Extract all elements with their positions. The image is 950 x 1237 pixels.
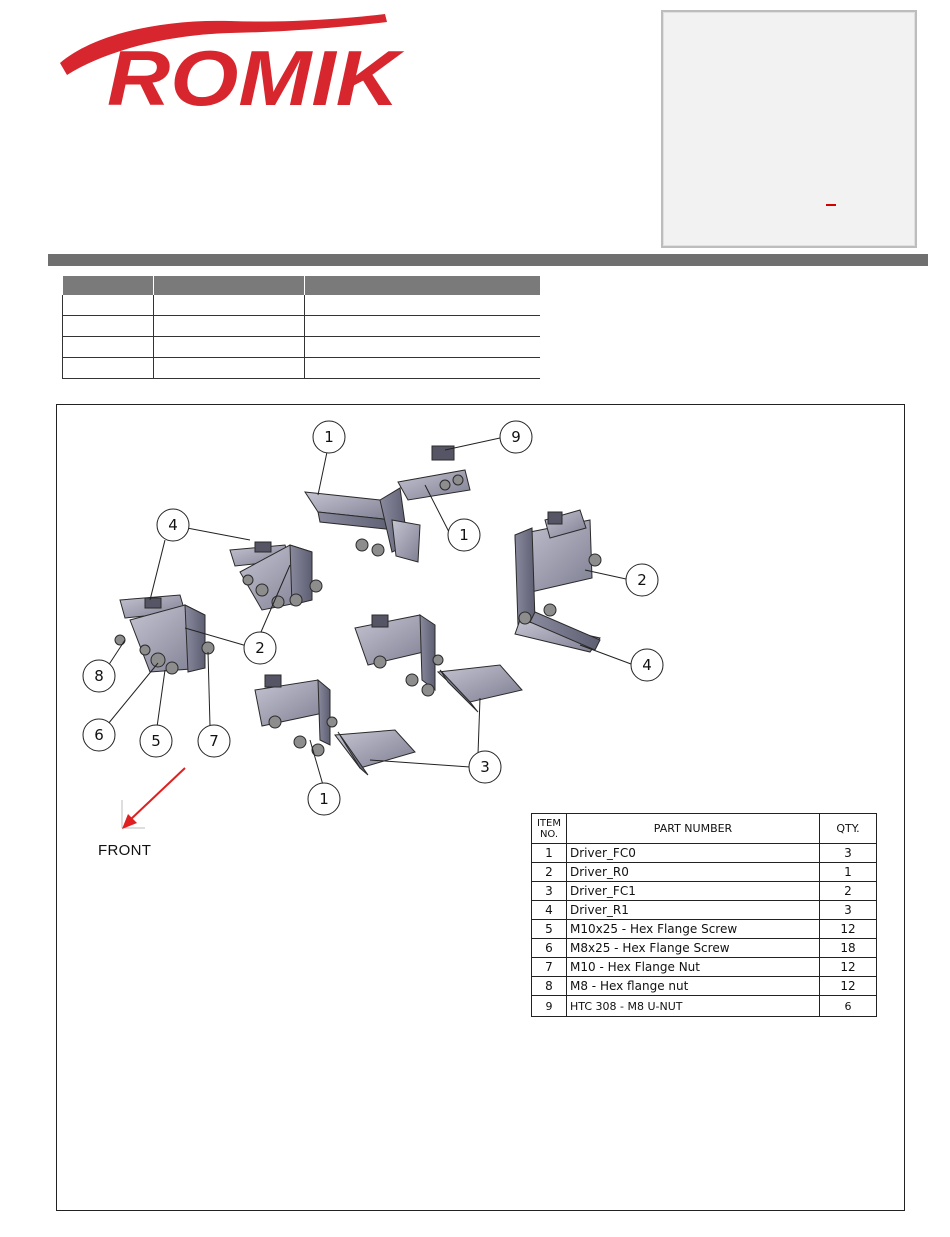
bom-header-part: PART NUMBER (567, 814, 820, 844)
bom-item-no: 7 (532, 958, 567, 977)
bom-row (532, 901, 877, 920)
bom-qty: 2 (820, 882, 877, 901)
bom-item-no: 5 (532, 920, 567, 939)
logo-wordmark: ROMIK (107, 34, 406, 115)
bom-part-number: Driver_FC0 (567, 844, 820, 863)
balloon-item-5 (140, 725, 172, 757)
svg-text:1: 1 (459, 526, 469, 544)
part-driver-fc1-middle (355, 615, 522, 712)
bom-part-number: M8x25 - Hex Flange Screw (567, 939, 820, 958)
bom-item-no: 9 (532, 996, 567, 1017)
bom-row (532, 939, 877, 958)
bom-item-no: 3 (532, 882, 567, 901)
balloon-item-6 (83, 719, 115, 751)
bom-row (532, 920, 877, 939)
bom-header-qty: QTY. (820, 814, 877, 844)
bom-part-number: M10x25 - Hex Flange Screw (567, 920, 820, 939)
svg-text:5: 5 (151, 732, 161, 750)
bom-qty: 3 (820, 844, 877, 863)
part-driver-fc0-lower (255, 675, 415, 775)
bill-of-materials-table (531, 813, 877, 1017)
svg-text:6: 6 (94, 726, 104, 744)
bom-part-number: M8 - Hex flange nut (567, 977, 820, 996)
bom-qty: 3 (820, 901, 877, 920)
bom-item-no: 4 (532, 901, 567, 920)
bom-header-row (532, 814, 877, 844)
bom-qty: 18 (820, 939, 877, 958)
svg-text:2: 2 (255, 639, 265, 657)
bom-row (532, 882, 877, 901)
balloon-item-1-bottom (308, 783, 340, 815)
balloon-item-4-right (631, 649, 663, 681)
bom-part-number: Driver_FC1 (567, 882, 820, 901)
part-driver-r1-left (115, 595, 214, 674)
part-driver-r1-upper-left (230, 542, 322, 610)
balloon-item-8 (83, 660, 115, 692)
svg-text:4: 4 (642, 656, 652, 674)
balloon-item-2-right (626, 564, 658, 596)
part-driver-r0-right (515, 510, 601, 652)
front-label: FRONT (98, 842, 152, 859)
balloon-item-1-top (313, 421, 345, 453)
bom-item-no: 8 (532, 977, 567, 996)
bom-row (532, 863, 877, 882)
bom-part-number: M10 - Hex Flange Nut (567, 958, 820, 977)
part-driver-fc0-top (305, 446, 470, 562)
balloon-item-9 (500, 421, 532, 453)
bom-part-number: HTC 308 - M8 U-NUT (567, 996, 820, 1017)
balloon-item-4-left (157, 509, 189, 541)
svg-text:8: 8 (94, 667, 104, 685)
bom-qty: 1 (820, 863, 877, 882)
svg-text:7: 7 (209, 732, 219, 750)
balloon-item-1-mid (448, 519, 480, 551)
svg-text:2: 2 (637, 571, 647, 589)
svg-text:3: 3 (480, 758, 490, 776)
bom-qty: 12 (820, 958, 877, 977)
bom-qty: 12 (820, 977, 877, 996)
bom-row (532, 844, 877, 863)
bom-part-number: Driver_R1 (567, 901, 820, 920)
bom-item-no: 1 (532, 844, 567, 863)
bom-row (532, 996, 877, 1017)
front-arrow-icon (122, 768, 185, 829)
svg-text:4: 4 (168, 516, 178, 534)
bom-qty: 12 (820, 920, 877, 939)
svg-text:1: 1 (319, 790, 329, 808)
bom-item-no: 2 (532, 863, 567, 882)
bom-part-number: Driver_R0 (567, 863, 820, 882)
balloon-item-3 (469, 751, 501, 783)
bom-row (532, 958, 877, 977)
bom-item-no: 6 (532, 939, 567, 958)
bom-qty: 6 (820, 996, 877, 1017)
balloon-item-7 (198, 725, 230, 757)
bom-row (532, 977, 877, 996)
svg-text:1: 1 (324, 428, 334, 446)
bom-header-item: ITEM NO. (532, 814, 567, 844)
balloon-item-2-left (244, 632, 276, 664)
svg-text:9: 9 (511, 428, 521, 446)
